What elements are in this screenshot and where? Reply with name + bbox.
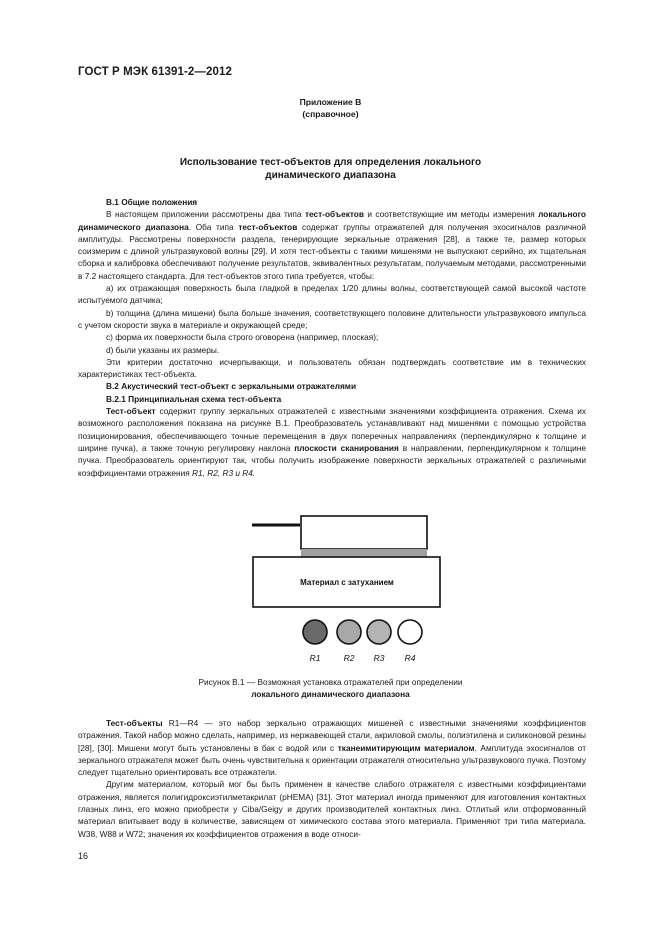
figure-caption-line2: локального динамического диапазона — [251, 689, 410, 700]
appendix-title: Приложение В — [299, 97, 362, 107]
reflector-r4 — [398, 620, 422, 644]
page-number: 16 — [78, 851, 89, 861]
appendix-subtitle: (справочное) — [302, 108, 359, 119]
material-label: Материал с затуханием — [300, 578, 394, 587]
section-title-line2: динамического диапазона — [265, 170, 396, 181]
label-r4: R4 — [404, 653, 416, 663]
label-r3: R3 — [373, 653, 385, 663]
label-r2: R2 — [343, 653, 355, 663]
b1-paragraph-2: Эти критерии достаточно исчерпывающи, и пользователь обязан подтверждать соответствие им в технических характеристиках тест-объекта. — [78, 356, 586, 380]
coupling-gel-layer — [301, 549, 427, 557]
appendix-heading — [0, 97, 661, 120]
list-item-d: d) были указаны их размеры. — [106, 344, 220, 355]
list-item-c: c) форма их поверхности была строго оговорена (например, плоская); — [106, 332, 379, 343]
reflector-r2 — [337, 620, 361, 644]
b2-paragraph-1: Тест-объект содержит группу зеркальных отражателей с известными значениями коэффициента отражения. Схема их возможного расположения показана на рисунке В.1. Преобразователь устанавливают над мишенями с помощью устройства позиционирования, обеспечивающего точные перемещения в двух поперечных направлениях (перпендикулярно к толщине и ширине пучка), а также точную регулировку наклона плоскости сканирования в направлении, перпендикулярном к толщине пучка. Преобразователь ориентируют так, чтобы получить изображение поверхности зеркальных отражателей с различными коэффициентами отражения R1, R2, R3 и R4. — [78, 406, 586, 478]
targets-paragraph: Тест-объекты R1—R4 — это набор зеркально отражающих мишеней с известными значениями коэффициентов отражения. Такой набор можно сделать, например, из нержавеющей стали, акриловой смолы, полиэтилена и силиконовой резины [28], [30]. Мишени могут быть установлены в бак с водой или с тканеимитирующим материалом. Амплитуда эхосигналов от зеркального отражателя может быть очень чувствительна к ориентации отражателя относительно ультразвукового пучка. Поэтому следует тщательно ориентировать все отражатели. — [78, 718, 586, 778]
body-text-upper — [78, 196, 586, 479]
label-r1: R1 — [309, 653, 321, 663]
section-b21-heading: В.2.1 Принципиальная схема тест-объекта — [106, 393, 282, 404]
section-title — [0, 156, 661, 182]
standard-header: ГОСТ Р МЭК 61391-2—2012 — [78, 66, 232, 78]
phema-paragraph: Другим материалом, который мог бы быть применен в качестве слабого отражателя с известными коэффициентами отражения, является полигидроксиэтилметакрилат (pHEMA) [31]. Этот материал иногда применяют для изготовления контактных глазных линз, его можно приобрести у Ciba/Geigy и других производителей контактных линз. Отлитый или отформованный материал впитывает воду в количестве, зависящем от химического состава этого материала. Применяют три типа материала. W38, W88 и W72; значения их коэффициентов отражения в воде относи- — [78, 779, 586, 839]
figure-caption — [0, 676, 661, 701]
list-item-a: a) их отражающая поверхность была гладкой в пределах 1/20 длины волны, соответствующей самой высокой частоте испытуемого датчика; — [78, 283, 586, 306]
body-text-lower — [78, 717, 586, 840]
reflector-r1 — [303, 620, 327, 644]
reflector-r3 — [367, 620, 391, 644]
transducer-body — [301, 516, 427, 549]
list-item-b: b) толщина (длина мишени) была больше значения, соответствующего половине длительности ультразвукового импульса с учетом скорости звука в материале и окружающей среде; — [78, 307, 586, 330]
b1-paragraph-1: В настоящем приложении рассмотрены два типа тест-объектов и соответствующие им методы измерения локального динамического диапазона. Оба типа тест-объектов содержат группы отражателей для получения эхосигналов различной амплитуды. Рассмотрены поверхности раздела, генерирующие зеркальные отражения [28], а также те, размер которых соизмерим с длиной ультразвуковой волны [29]. И хотя тест-объекты с такими мишенями не выпускают серийно, их тщательная сборка и калибровка обеспечивают получение результатов, эквивалентных результатам, получаемым методами, рассмотренными в 7.2 настоящего стандарта. Для тест-объектов этого типа требуется, чтобы: — [78, 209, 586, 281]
section-b2-heading: В.2 Акустический тест-объект с зеркальными отражателями — [106, 381, 357, 392]
figure-caption-line1: Рисунок В.1 — Возможная установка отражателей при определении — [198, 677, 463, 687]
section-title-line1: Использование тест-объектов для определения локального — [179, 157, 482, 168]
figure-b1-diagram — [252, 513, 442, 673]
section-b1-heading: В.1 Общие положения — [106, 197, 198, 207]
